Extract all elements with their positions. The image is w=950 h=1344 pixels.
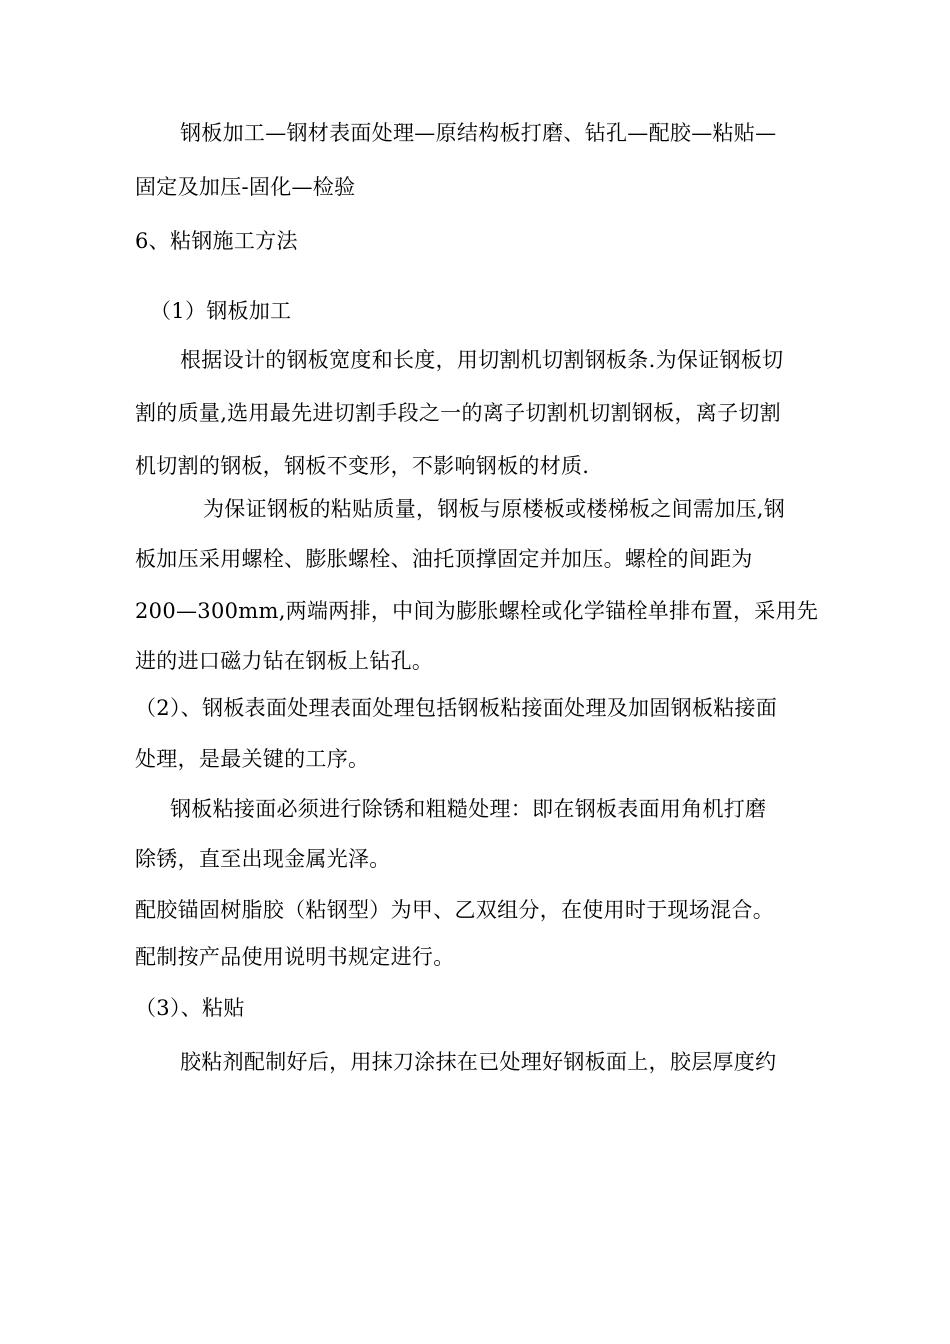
paragraph-3-line-1: 钢板粘接面必须进行除锈和粗糙处理：即在钢板表面用角机打磨 bbox=[170, 797, 767, 821]
paragraph-2-line-4: 进的进口磁力钻在钢板上钻孔。 bbox=[135, 649, 434, 673]
process-flow-line-1: 钢板加工—钢材表面处理—原结构板打磨、钻孔—配胶—粘贴— bbox=[180, 121, 777, 145]
paragraph-5-line-1: 胶粘剂配制好后，用抹刀涂抹在已处理好钢板面上，胶层厚度约 bbox=[180, 1050, 777, 1074]
subsection-heading-1: （1）钢板加工 bbox=[150, 299, 292, 323]
paragraph-2-line-1: 为保证钢板的粘贴质量，钢板与原楼板或楼梯板之间需加压,钢 bbox=[203, 497, 786, 521]
paragraph-1-line-3: 机切割的钢板，钢板不变形，不影响钢板的材质. bbox=[135, 454, 590, 478]
subsection-heading-3: （3）、粘贴 bbox=[135, 996, 245, 1020]
paragraph-4-line-2: 配制按产品使用说明书规定进行。 bbox=[135, 945, 455, 969]
paragraph-1-line-2: 割的质量,选用最先进切割手段之一的离子切割机切割钢板，离子切割 bbox=[135, 401, 781, 425]
subsection-heading-2-line-2: 处理，是最关键的工序。 bbox=[135, 747, 370, 771]
paragraph-2-line-2: 板加压采用螺栓、膨胀螺栓、油托顶撑固定并加压。螺栓的间距为 bbox=[135, 547, 753, 571]
subsection-heading-2-line-1: （2）、钢板表面处理表面处理包括钢板粘接面处理及加固钢板粘接面 bbox=[135, 696, 778, 720]
paragraph-3-line-2: 除锈，直至出现金属光泽。 bbox=[135, 847, 391, 871]
paragraph-2-line-3: 200—300mm,两端两排，中间为膨胀螺栓或化学锚栓单排布置，采用先 bbox=[135, 599, 819, 623]
process-flow-line-2: 固定及加压-固化—检验 bbox=[135, 175, 356, 199]
paragraph-1-line-1: 根据设计的钢板宽度和长度，用切割机切割钢板条.为保证钢板切 bbox=[180, 348, 784, 372]
section-heading: 6、粘钢施工方法 bbox=[135, 229, 298, 253]
paragraph-4-line-1: 配胶锚固树脂胶（粘钢型）为甲、乙双组分，在使用时于现场混合。 bbox=[135, 898, 774, 922]
